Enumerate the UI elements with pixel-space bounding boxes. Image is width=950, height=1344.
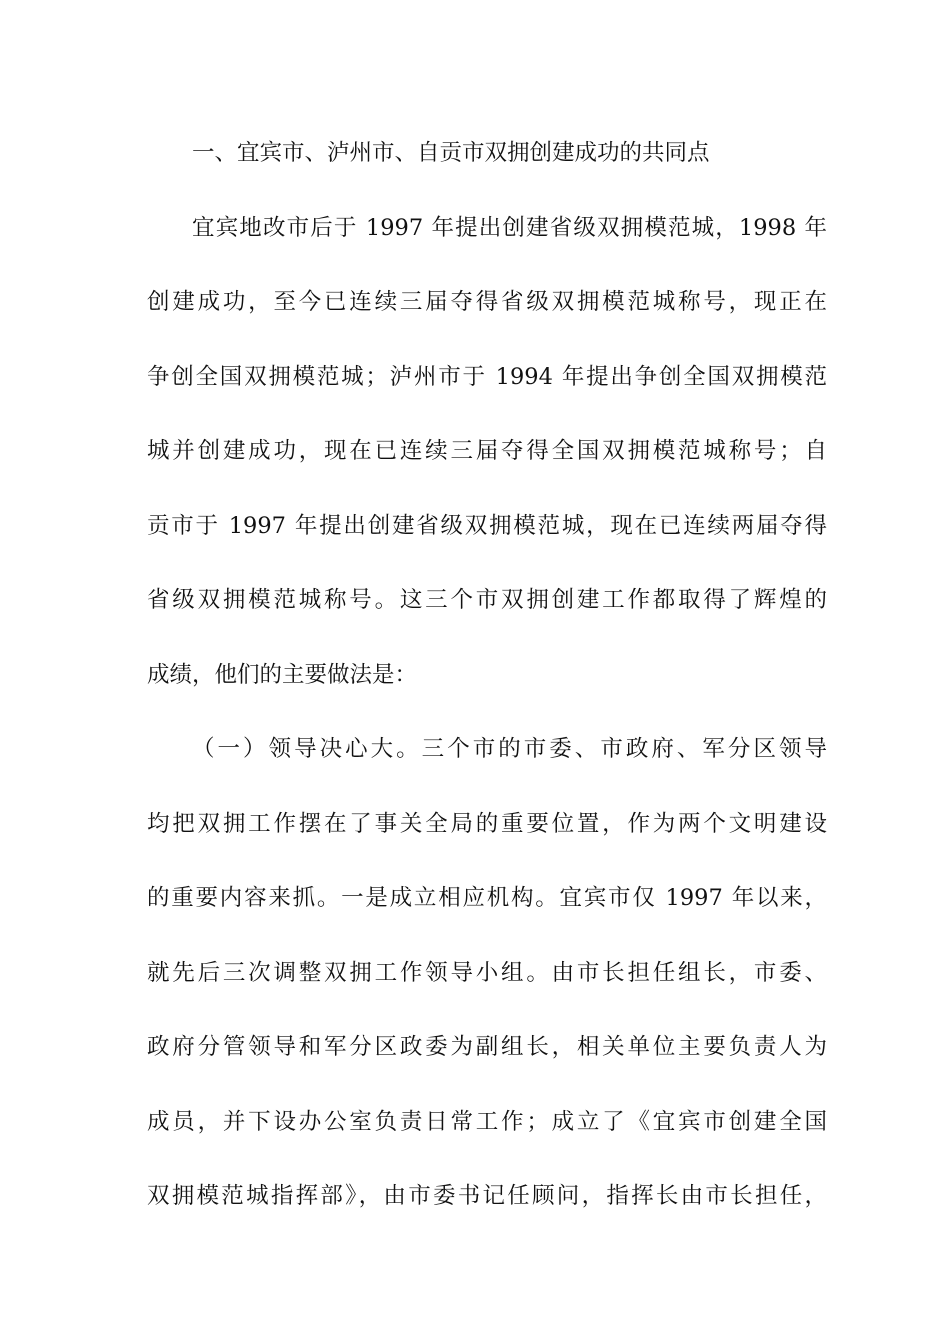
text-line: 均把双拥工作摆在了事关全局的重要位置，作为两个文明建设: [147, 811, 827, 837]
section-heading: 一、宜宾市、泸州市、自贡市双拥创建成功的共同点: [192, 140, 710, 166]
subsection-line: （一）领导决心大。三个市的市委、市政府、军分区领导: [192, 736, 827, 762]
text-line: 宜宾地改市后于 1997 年提出创建省级双拥模范城，1998 年: [192, 215, 827, 241]
text-line: 贡市于 1997 年提出创建省级双拥模范城，现在已连续两届夺得: [147, 513, 827, 539]
text-line: 就先后三次调整双拥工作领导小组。由市长担任组长，市委、: [147, 960, 827, 986]
text-line: 的重要内容来抓。一是成立相应机构。宜宾市仅 1997 年以来，: [147, 885, 827, 911]
text-line: 创建成功，至今已连续三届夺得省级双拥模范城称号，现正在: [147, 289, 827, 315]
text-line: 省级双拥模范城称号。这三个市双拥创建工作都取得了辉煌的: [147, 587, 827, 613]
text-line: 城并创建成功，现在已连续三届夺得全国双拥模范城称号；自: [147, 438, 827, 464]
text-line: 成员，并下设办公室负责日常工作；成立了《宜宾市创建全国: [147, 1109, 827, 1135]
text-line: 争创全国双拥模范城；泸州市于 1994 年提出争创全国双拥模范: [147, 364, 827, 390]
text-line: 成绩，他们的主要做法是：: [147, 662, 418, 688]
text-line: 政府分管领导和军分区政委为副组长，相关单位主要负责人为: [147, 1034, 827, 1060]
text-line: 双拥模范城指挥部》，由市委书记任顾问，指挥长由市长担任，: [147, 1183, 827, 1209]
